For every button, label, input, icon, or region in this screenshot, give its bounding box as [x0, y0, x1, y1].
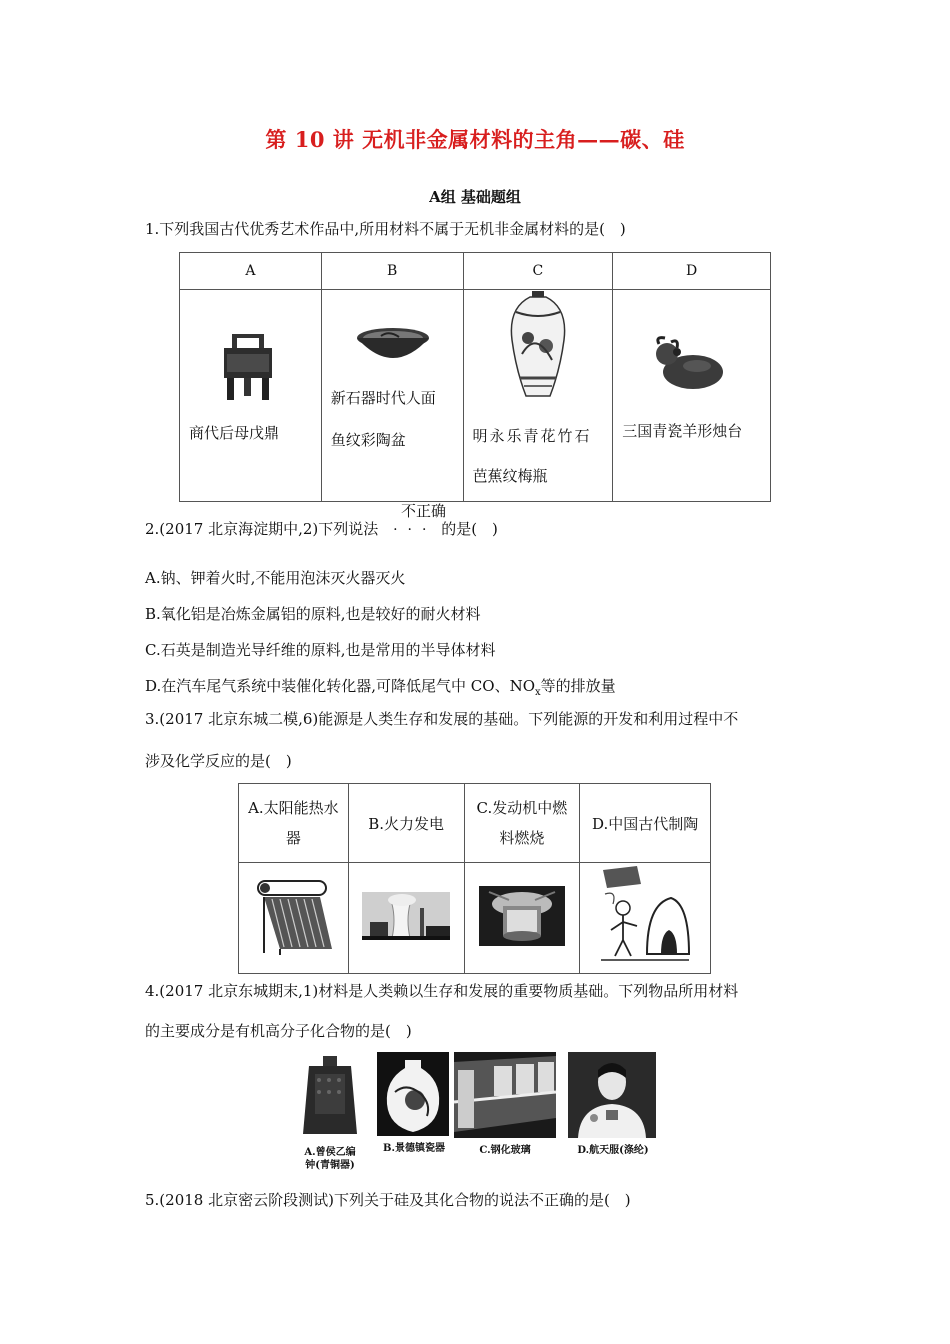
porcelain-vase-icon: [377, 1052, 449, 1136]
q4-caption-b: B.景德镇瓷器: [383, 1143, 445, 1154]
pottery-bowl-icon: [355, 326, 431, 366]
engine-icon: [479, 886, 565, 946]
question-1-table: [179, 252, 771, 502]
q1-cell-d: [613, 290, 771, 502]
bronze-ding-icon: [218, 332, 278, 402]
q4-item-d: [568, 1052, 658, 1157]
tempered-glass-icon: [454, 1052, 556, 1138]
q2-option-a: A.钠、钾着火时,不能用泡沫灭火器灭火: [145, 569, 406, 587]
q3-image-a: [239, 863, 349, 974]
question-5-stem: 5.(2018 北京密云阶段测试)下列关于硅及其化合物的说法不正确的是( ): [145, 1191, 631, 1209]
section-heading: A组 基础题组: [429, 188, 521, 206]
q1-header-d: D: [613, 253, 771, 290]
q4-item-a: [287, 1052, 373, 1172]
q3-cell-a: [239, 784, 349, 863]
solar-water-heater-icon: [250, 875, 336, 957]
q1-header-a: A: [180, 253, 322, 290]
q2-option-d: [145, 675, 616, 698]
q1-item-b-line1: 新石器时代人面: [330, 389, 436, 407]
q3-cell-d: [580, 784, 711, 863]
pottery-kiln-icon: [597, 864, 693, 968]
q1-header-b: B: [321, 253, 463, 290]
q3-image-c: [464, 863, 580, 974]
q2-option-d-pre: D.在汽车尾气系统中装催化转化器,可降低尾气中 CO、NO: [145, 677, 535, 695]
power-plant-icon: [362, 892, 450, 940]
q2-option-b: B.氧化铝是冶炼金属铝的原料,也是较好的耐火材料: [145, 605, 481, 623]
q3-option-c-line2: 料燃烧: [499, 829, 545, 847]
q4-caption-a-line2: 钟(青铜器): [305, 1160, 355, 1171]
question-4-line2: 的主要成分是有机高分子化合物的是( ): [145, 1022, 412, 1040]
bronze-bell-icon: [287, 1052, 373, 1138]
q2-emphasis-dots: ···: [393, 522, 437, 538]
q1-item-c-line1: 明永乐青花竹石: [472, 427, 592, 445]
ram-candlestick-icon: [653, 334, 727, 392]
q1-cell-a: [180, 290, 322, 502]
q1-cell-c: [463, 290, 613, 502]
q3-option-d-line1: D.中国古代制陶: [592, 814, 699, 833]
question-3-line1: 3.(2017 北京东城二模,6)能源是人类生存和发展的基础。下列能源的开发和利用过程中不: [145, 710, 739, 728]
plum-vase-icon: [506, 290, 570, 398]
q3-option-a-line2: 器: [285, 829, 301, 847]
q3-option-b-line1: B.火力发电: [368, 814, 445, 833]
q4-item-b: [369, 1052, 459, 1155]
page-title: 第 10 讲 无机非金属材料的主角——碳、硅: [265, 127, 685, 152]
q3-image-b: [348, 863, 464, 974]
q4-caption-c: C.钢化玻璃: [479, 1145, 531, 1156]
q2-option-c: C.石英是制造光导纤维的原料,也是常用的半导体材料: [145, 641, 496, 659]
question-2-stem: [145, 519, 498, 540]
q4-caption-a-line1: A.曾侯乙编: [304, 1147, 356, 1158]
spacesuit-icon: [568, 1052, 656, 1138]
q1-item-a-line1: 商代后母戊鼎: [189, 424, 280, 442]
question-4-line1: 4.(2017 北京东城期末,1)材料是人类赖以生存和发展的重要物质基础。下列物品所用材料: [145, 982, 739, 1000]
q3-option-a-line1: A.太阳能热水: [248, 799, 339, 817]
question-3-table: [238, 783, 711, 974]
question-3-line2: 涉及化学反应的是( ): [145, 752, 292, 770]
emphasis-annotation: 不正确: [401, 502, 447, 520]
q1-item-d-line1: 三国青瓷羊形烛台: [622, 422, 743, 440]
q1-item-c-line2: 芭蕉纹梅瓶: [472, 467, 548, 485]
q2-option-d-post: 等的排放量: [540, 677, 616, 695]
q4-item-c: [454, 1052, 556, 1157]
q3-cell-c: [464, 784, 580, 863]
q2-option-d-sub: x: [535, 687, 541, 698]
q2-stem-pre: 2.(2017 北京海淀期中,2)下列说法: [145, 520, 379, 538]
q3-image-d: [580, 863, 711, 974]
q1-item-b-line2: 鱼纹彩陶盆: [330, 431, 406, 449]
question-1-stem: 1.下列我国古代优秀艺术作品中,所用材料不属于无机非金属材料的是( ): [145, 220, 626, 238]
q3-cell-b: [348, 784, 464, 863]
q4-caption-d: D.航天服(涤纶): [577, 1145, 649, 1156]
q2-stem-post: 的是( ): [441, 520, 498, 538]
q3-option-c-line1: C.发动机中燃: [476, 799, 568, 817]
q1-cell-b: [321, 290, 463, 502]
q1-header-c: C: [463, 253, 613, 290]
